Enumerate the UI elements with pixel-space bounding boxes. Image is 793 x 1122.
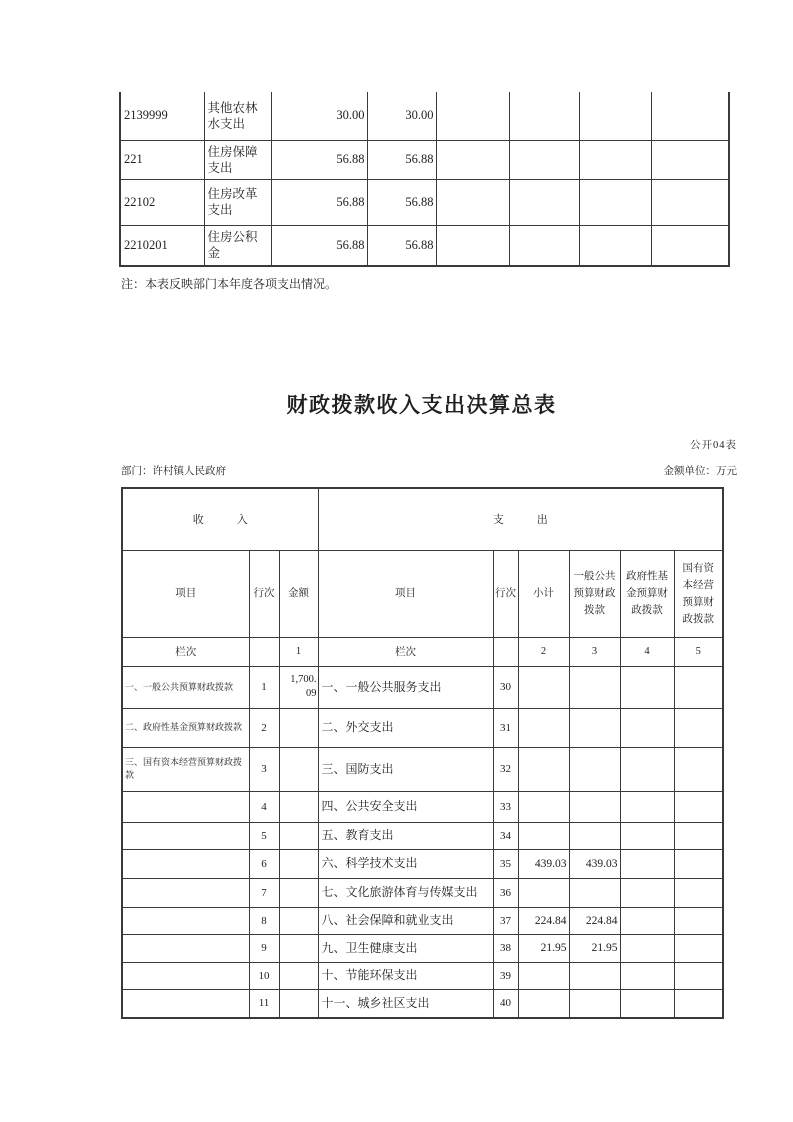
general-budget-cell bbox=[569, 747, 620, 791]
table-row bbox=[120, 140, 729, 179]
fiscal-summary-table bbox=[121, 487, 724, 1019]
state-capital-cell bbox=[674, 747, 723, 791]
exp-item-cell: 十、节能环保支出 bbox=[318, 962, 493, 989]
general-budget-header-text: 一般公共预算财政拨款 bbox=[573, 571, 616, 616]
income-item-cell bbox=[122, 822, 249, 849]
income-amount-index: 1 bbox=[279, 637, 318, 666]
income-item-cell: 一、一般公共预算财政拨款 bbox=[122, 666, 249, 708]
table-row bbox=[120, 225, 729, 266]
subject-name-cell bbox=[204, 179, 271, 225]
exp-item-cell: 一、一般公共服务支出 bbox=[318, 666, 493, 708]
income-line-cell: 4 bbox=[249, 791, 279, 822]
amount-cell: 56.88 bbox=[367, 179, 436, 225]
subtotal-cell bbox=[518, 962, 569, 989]
subject-name-text: 其他农林水支出 bbox=[207, 100, 258, 131]
general-budget-header bbox=[569, 550, 620, 637]
state-capital-cell bbox=[674, 962, 723, 989]
gov-fund-cell bbox=[620, 849, 674, 878]
empty-cell bbox=[509, 179, 579, 225]
income-item-cell bbox=[122, 878, 249, 907]
expenditure-section-label: 支出 bbox=[492, 514, 581, 527]
subject-name-cell bbox=[204, 92, 271, 140]
state-capital-cell bbox=[674, 791, 723, 822]
general-budget-cell: 439.03 bbox=[569, 849, 620, 878]
note-text: 注：本表反映部门本年度各项支出情况。 bbox=[121, 277, 338, 291]
state-capital-cell bbox=[674, 708, 723, 747]
exp-line-cell: 34 bbox=[493, 822, 518, 849]
section-header-row bbox=[122, 488, 723, 550]
empty-cell bbox=[509, 92, 579, 140]
exp-line-cell: 40 bbox=[493, 989, 518, 1018]
income-line-cell: 10 bbox=[249, 962, 279, 989]
empty-cell bbox=[436, 225, 509, 266]
general-budget-cell bbox=[569, 962, 620, 989]
exp-item-cell: 四、公共安全支出 bbox=[318, 791, 493, 822]
gov-fund-index: 4 bbox=[620, 637, 674, 666]
data-row bbox=[122, 934, 723, 962]
subject-name-text: 住房改革支出 bbox=[207, 187, 258, 217]
empty-cell bbox=[651, 92, 729, 140]
unit-label: 金额单位：万元 bbox=[663, 466, 737, 477]
exp-line-cell: 35 bbox=[493, 849, 518, 878]
column-index-row bbox=[122, 637, 723, 666]
expenditure-section-header bbox=[318, 488, 723, 550]
general-budget-cell bbox=[569, 878, 620, 907]
subject-name-cell bbox=[204, 140, 271, 179]
subtotal-index: 2 bbox=[518, 637, 569, 666]
income-item-cell bbox=[122, 791, 249, 822]
income-amount-cell bbox=[279, 708, 318, 747]
gov-fund-cell bbox=[620, 934, 674, 962]
gov-fund-cell bbox=[620, 791, 674, 822]
column-header-row bbox=[122, 550, 723, 637]
income-amount-header: 金额 bbox=[279, 550, 318, 637]
income-line-cell: 11 bbox=[249, 989, 279, 1018]
exp-line-cell: 37 bbox=[493, 907, 518, 934]
general-budget-cell: 21.95 bbox=[569, 934, 620, 962]
income-amount-cell bbox=[279, 666, 318, 708]
gov-fund-cell bbox=[620, 708, 674, 747]
income-line-cell: 7 bbox=[249, 878, 279, 907]
table-row bbox=[120, 92, 729, 140]
data-row bbox=[122, 666, 723, 708]
amount-cell: 56.88 bbox=[271, 225, 367, 266]
subject-name-text: 住房保障支出 bbox=[207, 144, 258, 175]
empty-cell bbox=[579, 179, 651, 225]
exp-item-cell: 二、外交支出 bbox=[318, 708, 493, 747]
gov-fund-cell bbox=[620, 822, 674, 849]
state-capital-header-text: 国有资本经营预算财政拨款 bbox=[682, 562, 714, 625]
subtotal-cell bbox=[518, 822, 569, 849]
exp-item-cell: 三、国防支出 bbox=[318, 747, 493, 791]
empty-cell bbox=[579, 140, 651, 179]
income-line-cell: 1 bbox=[249, 666, 279, 708]
form-number: 公开04表 bbox=[690, 440, 737, 451]
subject-code-cell: 2210201 bbox=[120, 225, 204, 266]
exp-item-cell: 九、卫生健康支出 bbox=[318, 934, 493, 962]
income-amount-cell bbox=[279, 934, 318, 962]
income-amount-cell bbox=[279, 907, 318, 934]
general-index: 3 bbox=[569, 637, 620, 666]
state-capital-header bbox=[674, 550, 723, 637]
income-amount-text: 1,700.09 bbox=[290, 674, 317, 699]
subject-name-text: 住房公积金 bbox=[207, 230, 258, 261]
income-item-cell bbox=[122, 907, 249, 934]
gov-fund-header-text: 政府性基金预算财政拨款 bbox=[626, 571, 668, 616]
subtotal-header: 小计 bbox=[518, 550, 569, 637]
amount-cell: 56.88 bbox=[367, 225, 436, 266]
income-line-cell: 6 bbox=[249, 849, 279, 878]
subtotal-cell bbox=[518, 791, 569, 822]
income-item-cell bbox=[122, 962, 249, 989]
income-amount-cell bbox=[279, 822, 318, 849]
exp-item-cell: 六、科学技术支出 bbox=[318, 849, 493, 878]
general-budget-cell bbox=[569, 791, 620, 822]
income-section-label: 收入 bbox=[192, 514, 281, 527]
income-item-cell bbox=[122, 934, 249, 962]
empty-cell bbox=[249, 637, 279, 666]
exp-item-cell: 八、社会保障和就业支出 bbox=[318, 907, 493, 934]
income-item-cell: 二、政府性基金预算财政拨款 bbox=[122, 708, 249, 747]
subject-code-cell: 22102 bbox=[120, 179, 204, 225]
data-row bbox=[122, 907, 723, 934]
state-capital-cell bbox=[674, 989, 723, 1018]
exp-line-cell: 31 bbox=[493, 708, 518, 747]
state-capital-cell bbox=[674, 822, 723, 849]
state-capital-index: 5 bbox=[674, 637, 723, 666]
general-budget-cell bbox=[569, 822, 620, 849]
empty-cell bbox=[651, 179, 729, 225]
income-line-cell: 3 bbox=[249, 747, 279, 791]
income-amount-cell bbox=[279, 878, 318, 907]
income-amount-cell bbox=[279, 747, 318, 791]
state-capital-cell bbox=[674, 849, 723, 878]
income-line-cell: 8 bbox=[249, 907, 279, 934]
subject-code-cell: 2139999 bbox=[120, 92, 204, 140]
state-capital-cell bbox=[674, 934, 723, 962]
data-row bbox=[122, 849, 723, 878]
amount-cell: 56.88 bbox=[367, 140, 436, 179]
empty-cell bbox=[436, 140, 509, 179]
general-budget-cell bbox=[569, 666, 620, 708]
empty-cell bbox=[579, 92, 651, 140]
subtotal-cell: 439.03 bbox=[518, 849, 569, 878]
subtotal-cell: 21.95 bbox=[518, 934, 569, 962]
state-capital-cell bbox=[674, 878, 723, 907]
income-item-header: 项目 bbox=[122, 550, 249, 637]
income-line-cell: 9 bbox=[249, 934, 279, 962]
subtotal-cell bbox=[518, 708, 569, 747]
general-budget-cell bbox=[569, 708, 620, 747]
income-amount-cell bbox=[279, 791, 318, 822]
exp-lanci-label: 栏次 bbox=[318, 637, 493, 666]
income-item-cell bbox=[122, 989, 249, 1018]
empty-cell bbox=[509, 225, 579, 266]
gov-fund-cell bbox=[620, 747, 674, 791]
income-lanci-label: 栏次 bbox=[122, 637, 249, 666]
empty-cell bbox=[579, 225, 651, 266]
data-row bbox=[122, 962, 723, 989]
subtotal-cell bbox=[518, 747, 569, 791]
general-budget-cell bbox=[569, 989, 620, 1018]
empty-cell bbox=[509, 140, 579, 179]
empty-cell bbox=[436, 92, 509, 140]
income-section-header bbox=[122, 488, 318, 550]
gov-fund-header bbox=[620, 550, 674, 637]
empty-cell bbox=[436, 179, 509, 225]
exp-line-cell: 32 bbox=[493, 747, 518, 791]
data-row bbox=[122, 747, 723, 791]
exp-line-cell: 39 bbox=[493, 962, 518, 989]
expenditure-detail-table bbox=[119, 92, 730, 267]
data-row bbox=[122, 791, 723, 822]
exp-item-cell: 七、文化旅游体育与传媒支出 bbox=[318, 878, 493, 907]
state-capital-cell bbox=[674, 666, 723, 708]
gov-fund-cell bbox=[620, 989, 674, 1018]
income-line-header: 行次 bbox=[249, 550, 279, 637]
exp-item-cell: 十一、城乡社区支出 bbox=[318, 989, 493, 1018]
empty-cell bbox=[651, 140, 729, 179]
subtotal-cell bbox=[518, 666, 569, 708]
table-row bbox=[120, 179, 729, 225]
income-amount-cell bbox=[279, 962, 318, 989]
subtotal-cell: 224.84 bbox=[518, 907, 569, 934]
gov-fund-cell bbox=[620, 666, 674, 708]
income-line-cell: 2 bbox=[249, 708, 279, 747]
data-row bbox=[122, 989, 723, 1018]
empty-cell bbox=[651, 225, 729, 266]
income-item-cell bbox=[122, 849, 249, 878]
exp-item-header: 项目 bbox=[318, 550, 493, 637]
amount-cell: 56.88 bbox=[271, 140, 367, 179]
exp-line-header: 行次 bbox=[493, 550, 518, 637]
subject-name-cell bbox=[204, 225, 271, 266]
income-amount-cell bbox=[279, 849, 318, 878]
income-line-cell: 5 bbox=[249, 822, 279, 849]
exp-line-cell: 30 bbox=[493, 666, 518, 708]
subtotal-cell bbox=[518, 878, 569, 907]
data-row bbox=[122, 878, 723, 907]
income-item-cell: 三、国有资本经营预算财政拨款 bbox=[122, 747, 249, 791]
gov-fund-cell bbox=[620, 962, 674, 989]
department-label: 部门：许村镇人民政府 bbox=[121, 466, 226, 477]
amount-cell: 30.00 bbox=[271, 92, 367, 140]
state-capital-cell bbox=[674, 907, 723, 934]
subtotal-cell bbox=[518, 989, 569, 1018]
data-row bbox=[122, 708, 723, 747]
amount-cell: 56.88 bbox=[271, 179, 367, 225]
exp-item-cell: 五、教育支出 bbox=[318, 822, 493, 849]
gov-fund-cell bbox=[620, 907, 674, 934]
page-title: 财政拨款收入支出决算总表 bbox=[286, 394, 557, 417]
data-row bbox=[122, 822, 723, 849]
income-amount-cell bbox=[279, 989, 318, 1018]
amount-cell: 30.00 bbox=[367, 92, 436, 140]
general-budget-cell: 224.84 bbox=[569, 907, 620, 934]
exp-line-cell: 36 bbox=[493, 878, 518, 907]
subject-code-cell: 221 bbox=[120, 140, 204, 179]
exp-line-cell: 38 bbox=[493, 934, 518, 962]
gov-fund-cell bbox=[620, 878, 674, 907]
meta-line bbox=[121, 463, 737, 478]
empty-cell bbox=[493, 637, 518, 666]
exp-line-cell: 33 bbox=[493, 791, 518, 822]
